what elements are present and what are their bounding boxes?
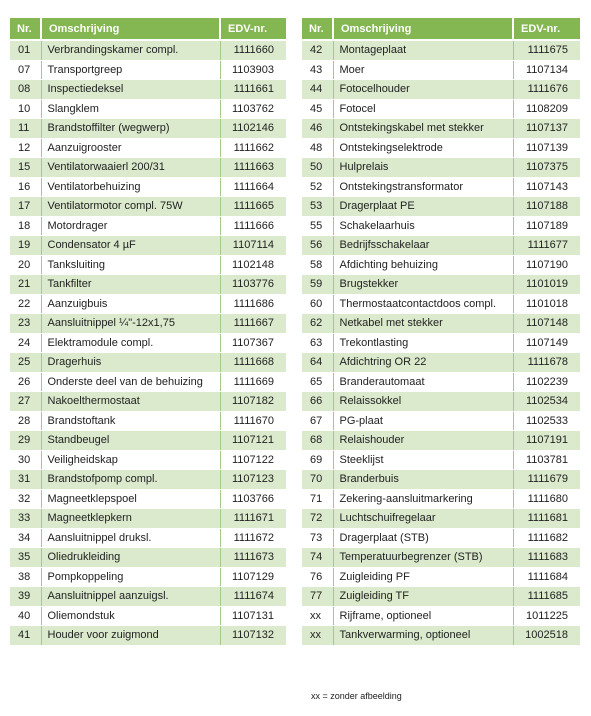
edv-number-cell: 1103781 [513,450,580,470]
part-number-cell: 53 [302,197,333,217]
table-row [10,197,286,217]
edv-number-cell: 1107149 [513,333,580,353]
part-number-cell: 56 [302,236,333,256]
edv-number-cell: 1111672 [220,528,286,548]
edv-number-cell: 1107129 [220,567,286,587]
table-row [10,626,286,646]
edv-number-cell: 1111673 [220,548,286,568]
edv-number-cell: 1111674 [220,587,286,607]
part-number-cell: 74 [302,548,333,568]
part-number-cell: 31 [10,470,41,490]
table-row [10,489,286,509]
edv-number-cell: 1102146 [220,119,286,139]
table-row [10,99,286,119]
edv-number-cell: 1103766 [220,489,286,509]
table-row [10,606,286,626]
part-number-cell: 28 [10,411,41,431]
edv-number-cell: 1107123 [220,470,286,490]
part-number-cell: 44 [302,80,333,100]
edv-number-cell: 1107375 [513,158,580,178]
table-row [302,197,580,217]
edv-number-cell: 1101018 [513,294,580,314]
edv-number-cell: 1111684 [513,567,580,587]
description-cell: Montageplaat [333,40,513,60]
table-row [10,158,286,178]
part-number-cell: 16 [10,177,41,197]
table-row [302,353,580,373]
edv-number-cell: 1102533 [513,411,580,431]
description-cell: Dragerplaat PE [333,197,513,217]
part-number-cell: 39 [10,587,41,607]
edv-number-cell: 1107137 [513,119,580,139]
description-cell: Brandstoffilter (wegwerp) [41,119,220,139]
description-cell: Tankverwarming, optioneel [333,626,513,646]
table-row [302,177,580,197]
part-number-cell: 35 [10,548,41,568]
edv-number-cell: 1111683 [513,548,580,568]
part-number-cell: 19 [10,236,41,256]
table-row [302,275,580,295]
parts-table-left-body [10,40,286,645]
description-cell: Aanzuigbuis [41,294,220,314]
description-cell: Transportgreep [41,60,220,80]
column-header-nr: Nr. [10,18,41,40]
part-number-cell: 22 [10,294,41,314]
table-row [10,392,286,412]
table-row [10,60,286,80]
column-header-omschrijving: Omschrijving [41,18,220,40]
part-number-cell: 76 [302,567,333,587]
part-number-cell: 50 [302,158,333,178]
column-header-edv: EDV-nr. [513,18,580,40]
part-number-cell: 45 [302,99,333,119]
edv-number-cell: 1111679 [513,470,580,490]
table-row [302,80,580,100]
table-row [302,528,580,548]
description-cell: Oliedrukleiding [41,548,220,568]
edv-number-cell: 1111663 [220,158,286,178]
table-row [10,372,286,392]
table-row [10,40,286,60]
part-number-cell: 58 [302,255,333,275]
edv-number-cell: 1111677 [513,236,580,256]
part-number-cell: 72 [302,509,333,529]
description-cell: Zekering-aansluitmarkering [333,489,513,509]
edv-number-cell: 1107139 [513,138,580,158]
part-number-cell: 30 [10,450,41,470]
table-row [302,470,580,490]
table-row [302,236,580,256]
description-cell: Luchtschuifregelaar [333,509,513,529]
part-number-cell: xx [302,606,333,626]
table-row [302,216,580,236]
part-number-cell: 77 [302,587,333,607]
edv-number-cell: 1102148 [220,255,286,275]
table-row [10,411,286,431]
edv-number-cell: 1111681 [513,509,580,529]
description-cell: Houder voor zuigmond [41,626,220,646]
description-cell: Ventilatormotor compl. 75W [41,197,220,217]
table-row [302,294,580,314]
part-number-cell: 12 [10,138,41,158]
part-number-cell: xx [302,626,333,646]
part-number-cell: 46 [302,119,333,139]
edv-number-cell: 1111668 [220,353,286,373]
table-row [10,314,286,334]
table-row [302,138,580,158]
description-cell: Temperatuurbegrenzer (STB) [333,548,513,568]
table-row [302,411,580,431]
table-row [10,294,286,314]
edv-number-cell: 1107148 [513,314,580,334]
description-cell: Nakoelthermostaat [41,392,220,412]
edv-number-cell: 1111667 [220,314,286,334]
description-cell: Brugstekker [333,275,513,295]
description-cell: Fotocelhouder [333,80,513,100]
part-number-cell: 71 [302,489,333,509]
description-cell: Afdichting behuizing [333,255,513,275]
table-row [10,177,286,197]
edv-number-cell: 1111686 [220,294,286,314]
edv-number-cell: 1107189 [513,216,580,236]
table-row [10,333,286,353]
description-cell: PG-plaat [333,411,513,431]
edv-number-cell: 1101019 [513,275,580,295]
edv-number-cell: 1107143 [513,177,580,197]
table-row [302,431,580,451]
description-cell: Dragerhuis [41,353,220,373]
table-row [10,528,286,548]
edv-number-cell: 1111664 [220,177,286,197]
description-cell: Ontstekingselektrode [333,138,513,158]
part-number-cell: 73 [302,528,333,548]
description-cell: Ventilatorwaaierl 200/31 [41,158,220,178]
table-row [302,392,580,412]
edv-number-cell: 1111676 [513,80,580,100]
edv-number-cell: 1107367 [220,333,286,353]
part-number-cell: 17 [10,197,41,217]
table-row [10,509,286,529]
edv-number-cell: 1103776 [220,275,286,295]
table-row [302,40,580,60]
table-row [10,470,286,490]
table-row [302,99,580,119]
table-row [302,255,580,275]
part-number-cell: 67 [302,411,333,431]
edv-number-cell: 1111680 [513,489,580,509]
part-number-cell: 42 [302,40,333,60]
table-row [302,333,580,353]
table-header-row [302,18,580,40]
description-cell: Brandstofpomp compl. [41,470,220,490]
description-cell: Netkabel met stekker [333,314,513,334]
parts-table-left [10,18,286,646]
description-cell: Aansluitnippel ¼"-12x1,75 [41,314,220,334]
column-header-omschrijving: Omschrijving [333,18,513,40]
part-number-cell: 48 [302,138,333,158]
part-number-cell: 60 [302,294,333,314]
footnote: xx = zonder afbeelding [311,691,402,701]
table-row [302,489,580,509]
part-number-cell: 24 [10,333,41,353]
table-row [302,158,580,178]
edv-number-cell: 1111665 [220,197,286,217]
part-number-cell: 63 [302,333,333,353]
part-number-cell: 65 [302,372,333,392]
part-number-cell: 55 [302,216,333,236]
table-row [10,216,286,236]
part-number-cell: 11 [10,119,41,139]
column-header-edv: EDV-nr. [220,18,286,40]
edv-number-cell: 1111666 [220,216,286,236]
part-number-cell: 21 [10,275,41,295]
table-header-row [10,18,286,40]
description-cell: Ventilatorbehuizing [41,177,220,197]
table-row [302,626,580,646]
description-cell: Thermostaatcontactdoos compl. [333,294,513,314]
edv-number-cell: 1111660 [220,40,286,60]
table-row [302,548,580,568]
edv-number-cell: 1111669 [220,372,286,392]
table-row [10,431,286,451]
description-cell: Ontstekingskabel met stekker [333,119,513,139]
description-cell: Rijframe, optioneel [333,606,513,626]
part-number-cell: 27 [10,392,41,412]
edv-number-cell: 1103903 [220,60,286,80]
part-number-cell: 64 [302,353,333,373]
table-row [10,353,286,373]
part-number-cell: 26 [10,372,41,392]
description-cell: Slangklem [41,99,220,119]
table-row [10,587,286,607]
part-number-cell: 29 [10,431,41,451]
part-number-cell: 23 [10,314,41,334]
table-row [10,236,286,256]
part-number-cell: 41 [10,626,41,646]
description-cell: Pompkoppeling [41,567,220,587]
part-number-cell: 69 [302,450,333,470]
description-cell: Relaissokkel [333,392,513,412]
description-cell: Moer [333,60,513,80]
edv-number-cell: 1107190 [513,255,580,275]
edv-number-cell: 1111670 [220,411,286,431]
edv-number-cell: 1107134 [513,60,580,80]
edv-number-cell: 1108209 [513,99,580,119]
description-cell: Ontstekingstransformator [333,177,513,197]
description-cell: Verbrandingskamer compl. [41,40,220,60]
table-row [302,372,580,392]
column-header-nr: Nr. [302,18,333,40]
description-cell: Elektramodule compl. [41,333,220,353]
edv-number-cell: 1103762 [220,99,286,119]
table-row [10,80,286,100]
description-cell: Oliemondstuk [41,606,220,626]
edv-number-cell: 1111671 [220,509,286,529]
part-number-cell: 70 [302,470,333,490]
table-row [302,509,580,529]
edv-number-cell: 1107121 [220,431,286,451]
description-cell: Aansluitnippel aanzuigsl. [41,587,220,607]
part-number-cell: 20 [10,255,41,275]
description-cell: Zuigleiding TF [333,587,513,607]
part-number-cell: 34 [10,528,41,548]
part-number-cell: 10 [10,99,41,119]
part-number-cell: 33 [10,509,41,529]
part-number-cell: 52 [302,177,333,197]
part-number-cell: 59 [302,275,333,295]
part-number-cell: 43 [302,60,333,80]
description-cell: Motordrager [41,216,220,236]
part-number-cell: 32 [10,489,41,509]
description-cell: Aanzuigrooster [41,138,220,158]
table-row [10,450,286,470]
description-cell: Brandstoftank [41,411,220,431]
table-row [10,548,286,568]
description-cell: Dragerplaat (STB) [333,528,513,548]
edv-number-cell: 1102534 [513,392,580,412]
description-cell: Trekontlasting [333,333,513,353]
part-number-cell: 38 [10,567,41,587]
description-cell: Afdichtring OR 22 [333,353,513,373]
description-cell: Onderste deel van de behuizing [41,372,220,392]
edv-number-cell: 1107131 [220,606,286,626]
edv-number-cell: 1111685 [513,587,580,607]
table-row [10,138,286,158]
description-cell: Veiligheidskap [41,450,220,470]
description-cell: Condensator 4 µF [41,236,220,256]
description-cell: Inspectiedeksel [41,80,220,100]
part-number-cell: 18 [10,216,41,236]
edv-number-cell: 1107114 [220,236,286,256]
part-number-cell: 15 [10,158,41,178]
edv-number-cell: 1011225 [513,606,580,626]
part-number-cell: 25 [10,353,41,373]
description-cell: Hulprelais [333,158,513,178]
description-cell: Bedrijfsschakelaar [333,236,513,256]
part-number-cell: 66 [302,392,333,412]
edv-number-cell: 1107188 [513,197,580,217]
edv-number-cell: 1002518 [513,626,580,646]
edv-number-cell: 1111682 [513,528,580,548]
table-row [10,119,286,139]
description-cell: Relaishouder [333,431,513,451]
table-row [302,314,580,334]
table-row [302,587,580,607]
description-cell: Tanksluiting [41,255,220,275]
description-cell: Zuigleiding PF [333,567,513,587]
table-row [10,567,286,587]
edv-number-cell: 1107191 [513,431,580,451]
table-row [10,275,286,295]
part-number-cell: 62 [302,314,333,334]
table-row [302,450,580,470]
description-cell: Branderautomaat [333,372,513,392]
table-row [10,255,286,275]
edv-number-cell: 1102239 [513,372,580,392]
part-number-cell: 08 [10,80,41,100]
edv-number-cell: 1111661 [220,80,286,100]
description-cell: Magneetklepspoel [41,489,220,509]
description-cell: Aansluitnippel druksl. [41,528,220,548]
description-cell: Steeklijst [333,450,513,470]
description-cell: Tankfilter [41,275,220,295]
table-row [302,606,580,626]
edv-number-cell: 1111675 [513,40,580,60]
description-cell: Branderbuis [333,470,513,490]
edv-number-cell: 1111678 [513,353,580,373]
edv-number-cell: 1107132 [220,626,286,646]
parts-table-right [302,18,580,646]
description-cell: Standbeugel [41,431,220,451]
description-cell: Schakelaarhuis [333,216,513,236]
table-row [302,567,580,587]
part-number-cell: 07 [10,60,41,80]
description-cell: Magneetklepkern [41,509,220,529]
parts-table-right-body [302,40,580,645]
table-row [302,119,580,139]
edv-number-cell: 1107182 [220,392,286,412]
table-row [302,60,580,80]
part-number-cell: 68 [302,431,333,451]
edv-number-cell: 1107122 [220,450,286,470]
edv-number-cell: 1111662 [220,138,286,158]
part-number-cell: 01 [10,40,41,60]
description-cell: Fotocel [333,99,513,119]
part-number-cell: 40 [10,606,41,626]
